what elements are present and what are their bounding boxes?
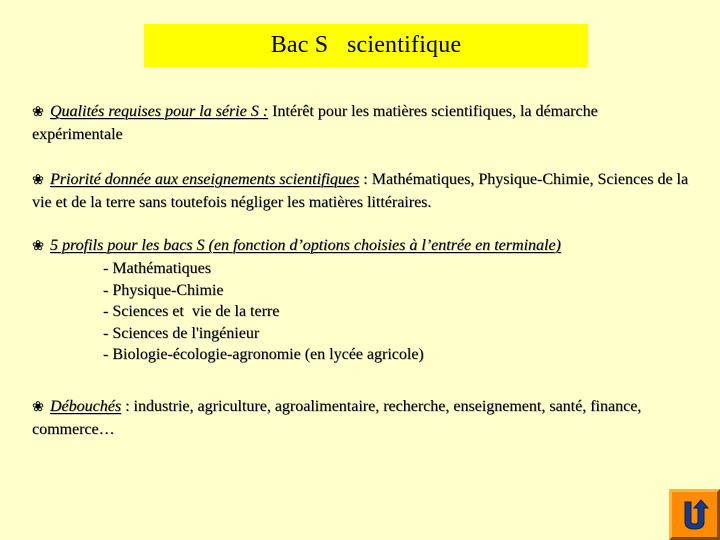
section-debouches (32, 396, 692, 441)
flower-bullet-icon: ❀ (32, 400, 44, 415)
list-item: - Sciences et vie de la terre (103, 303, 280, 320)
flower-bullet-icon: ❀ (32, 173, 44, 188)
list-item: - Sciences de l'ingénieur (103, 324, 260, 342)
section-label: Qualités requises pour la série S : (50, 103, 269, 120)
flower-bullet-icon: ❀ (32, 239, 44, 254)
list-item: - Biologie-écologie-agronomie (en lycée agricole) (103, 346, 424, 363)
return-button[interactable] (669, 489, 720, 540)
section-priorite (32, 169, 692, 214)
title-banner (144, 24, 588, 67)
flower-bullet-icon: ❀ (32, 105, 44, 120)
section-label: Débouchés (50, 398, 122, 415)
return-arrow-icon (676, 496, 713, 533)
section-text: : Mathématiques, Physique-Chimie, Sciences de la vie et de la terre sans toutefois négliger les matières littéraires. (32, 171, 689, 211)
list-item: - Physique-Chimie (103, 281, 224, 299)
section-text: : industrie, agriculture, agroalimentaire, recherche, enseignement, santé, finance, commerce… (32, 398, 642, 438)
profiles-list (103, 258, 424, 366)
section-qualites (32, 101, 692, 146)
section-label: 5 profils pour les bacs S (en fonction d’options choisies à l’entrée en terminale) (50, 237, 561, 254)
list-item: - Mathématiques (103, 260, 211, 277)
page-title: Bac S scientifique (270, 32, 462, 58)
section-profils (32, 235, 692, 258)
section-text: Intérêt pour les matières scientifiques, la démarche expérimentale (32, 103, 598, 143)
section-label: Priorité donnée aux enseignements scientifiques (50, 171, 360, 188)
